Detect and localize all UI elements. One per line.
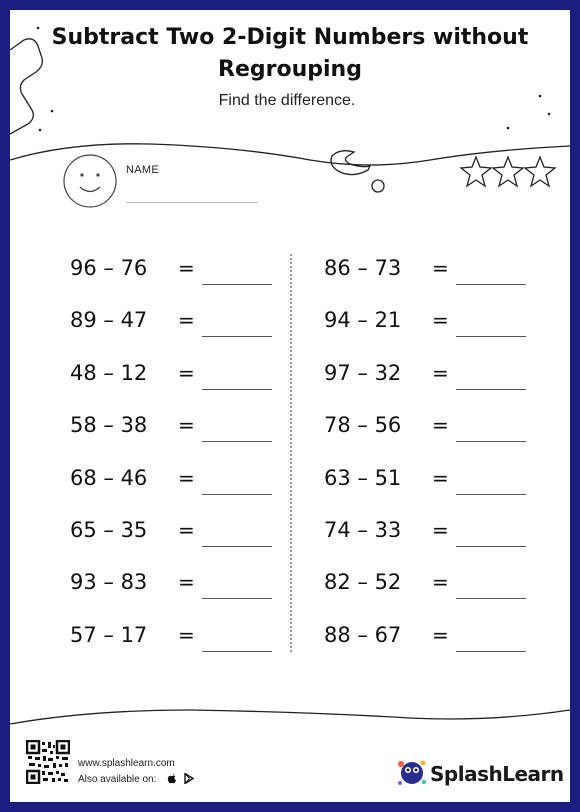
answer-blank[interactable] <box>202 284 272 285</box>
problem-row <box>324 361 534 413</box>
problem-row <box>70 256 280 308</box>
problem-expression: 48 – 12 <box>70 360 148 385</box>
problem-expression: 65 – 35 <box>70 517 148 542</box>
equals-sign: = <box>178 308 195 333</box>
problem-expression: 68 – 46 <box>70 465 148 490</box>
answer-blank[interactable] <box>456 441 526 442</box>
problem-row <box>70 623 280 675</box>
answer-blank[interactable] <box>202 441 272 442</box>
equals-sign: = <box>432 622 449 647</box>
answer-blank[interactable] <box>202 546 272 547</box>
problem-row <box>324 308 534 360</box>
problem-expression: 57 – 17 <box>70 622 148 647</box>
equals-sign: = <box>178 413 195 438</box>
problem-row <box>324 518 534 570</box>
problem-row <box>70 413 280 465</box>
answer-blank[interactable] <box>202 336 272 337</box>
website-url[interactable]: www.splashlearn.com <box>78 758 175 769</box>
equals-sign: = <box>432 570 449 595</box>
answer-blank[interactable] <box>456 598 526 599</box>
name-field[interactable] <box>126 202 258 203</box>
worksheet <box>10 10 570 802</box>
problem-expression: 97 – 32 <box>324 360 402 385</box>
problem-row <box>324 413 534 465</box>
page-title: Subtract Two 2-Digit Numbers without Regrouping <box>51 25 529 82</box>
splashlearn-logo-icon <box>396 758 428 788</box>
problem-expression: 78 – 56 <box>324 413 402 438</box>
qr-code-icon <box>26 740 70 784</box>
equals-sign: = <box>432 465 449 490</box>
answer-blank[interactable] <box>456 284 526 285</box>
problem-row <box>70 308 280 360</box>
answer-blank[interactable] <box>456 336 526 337</box>
equals-sign: = <box>432 256 449 280</box>
apple-icon[interactable] <box>167 772 178 784</box>
equals-sign: = <box>432 413 449 438</box>
answer-blank[interactable] <box>202 598 272 599</box>
instruction-text: Find the difference. <box>218 92 356 109</box>
problem-expression: 93 – 83 <box>70 570 148 595</box>
equals-sign: = <box>432 517 449 542</box>
problem-expression: 88 – 67 <box>324 622 402 647</box>
problem-expression: 74 – 33 <box>324 517 402 542</box>
problem-expression: 96 – 76 <box>70 256 148 280</box>
problem-expression: 89 – 47 <box>70 308 148 333</box>
equals-sign: = <box>178 360 195 385</box>
brand-name: SplashLearn <box>430 762 564 786</box>
answer-blank[interactable] <box>456 389 526 390</box>
answer-blank[interactable] <box>456 494 526 495</box>
problem-row <box>70 361 280 413</box>
problem-expression: 82 – 52 <box>324 570 402 595</box>
problem-expression: 86 – 73 <box>324 256 402 280</box>
problem-row <box>324 256 534 308</box>
answer-blank[interactable] <box>202 651 272 652</box>
problem-row <box>324 623 534 675</box>
problem-row <box>70 518 280 570</box>
equals-sign: = <box>432 308 449 333</box>
available-on-label: Also available on: <box>78 774 157 785</box>
problem-expression: 58 – 38 <box>70 413 148 438</box>
answer-blank[interactable] <box>202 494 272 495</box>
problem-expression: 94 – 21 <box>324 308 402 333</box>
problem-row <box>324 466 534 518</box>
equals-sign: = <box>178 517 195 542</box>
avatar <box>64 155 116 207</box>
equals-sign: = <box>178 465 195 490</box>
equals-sign: = <box>178 570 195 595</box>
problems-column-left <box>70 256 280 675</box>
problem-expression: 63 – 51 <box>324 465 402 490</box>
problems-column-right <box>324 256 534 675</box>
store-icons <box>167 772 194 784</box>
equals-sign: = <box>432 360 449 385</box>
equals-sign: = <box>178 256 195 280</box>
answer-blank[interactable] <box>202 389 272 390</box>
problem-row <box>70 570 280 622</box>
equals-sign: = <box>178 622 195 647</box>
column-divider <box>290 254 292 652</box>
answer-blank[interactable] <box>456 546 526 547</box>
stars-icon <box>461 157 555 186</box>
problem-row <box>70 466 280 518</box>
play-store-icon[interactable] <box>184 773 194 784</box>
problem-row <box>324 570 534 622</box>
name-label: NAME <box>126 164 159 176</box>
answer-blank[interactable] <box>456 651 526 652</box>
